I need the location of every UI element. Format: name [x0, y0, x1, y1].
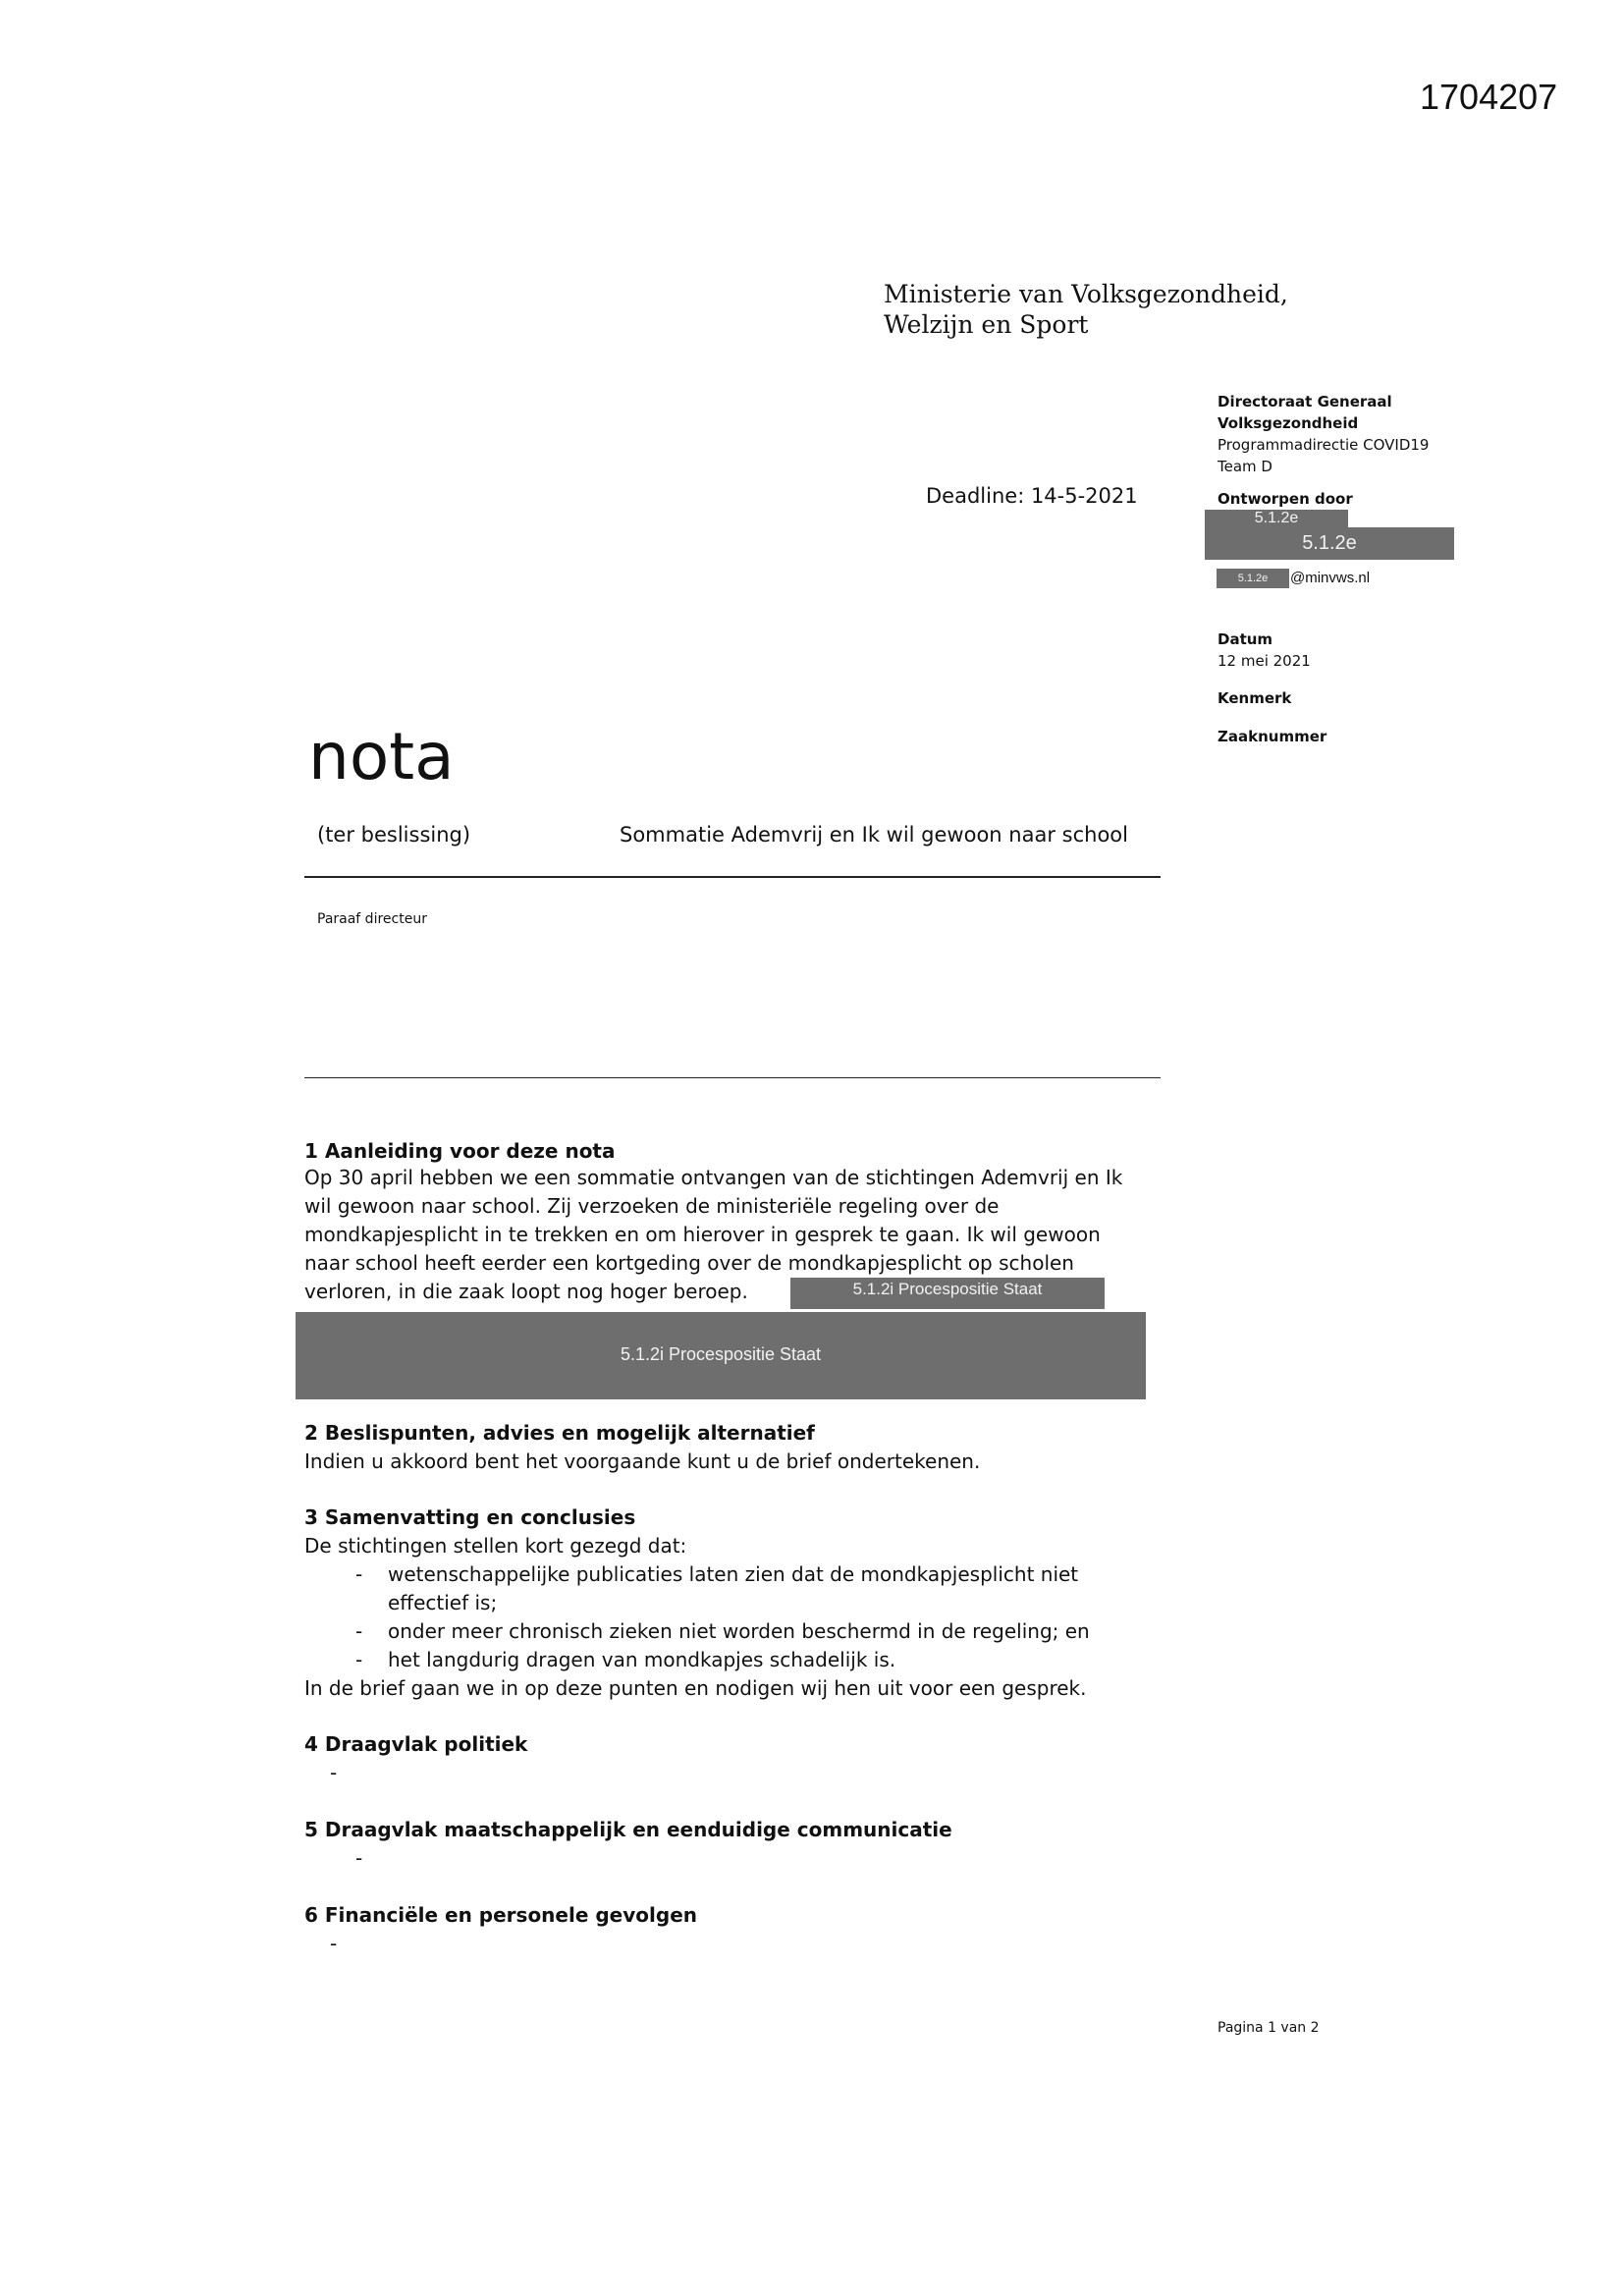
redaction-block: 5.1.2i Procespositie Staat [296, 1312, 1146, 1399]
org-line: Programmadirectie COVID19 [1218, 436, 1430, 454]
paraaf-label: Paraaf directeur [317, 911, 427, 927]
section-heading: 4 Draagvlak politiek [304, 1732, 528, 1756]
bullet-item: effectief is; [388, 1591, 498, 1614]
deadline: Deadline: 14-5-2021 [926, 484, 1138, 508]
paragraph-line: wil gewoon naar school. Zij verzoeken de ministeriële regeling over de [304, 1194, 1000, 1218]
designed-by-label: Ontworpen door [1218, 490, 1353, 508]
empty-dash: - [355, 1846, 363, 1870]
section-heading: 1 Aanleiding voor deze nota [304, 1139, 616, 1163]
reference-label: Kenmerk [1218, 689, 1292, 707]
paragraph-line: Indien u akkoord bent het voorgaande kunt u de brief ondertekenen. [304, 1449, 981, 1473]
paragraph-line: mondkapjesplicht in te trekken en om hierover in gesprek te gaan. Ik wil gewoon [304, 1223, 1101, 1246]
purpose: (ter beslissing) [317, 823, 471, 847]
bullet-dash: - [355, 1562, 363, 1586]
document-title: nota [308, 719, 455, 794]
org-line: Volksgezondheid [1218, 414, 1359, 432]
page-number: Pagina 1 van 2 [1218, 2020, 1320, 2036]
bullet-dash: - [355, 1619, 363, 1643]
logo-line-1: Ministerie van Volksgezondheid, [884, 280, 1288, 308]
empty-dash: - [330, 1932, 338, 1955]
divider [304, 876, 1161, 878]
paragraph-line: In de brief gaan we in op deze punten en nodigen wij hen uit voor een gesprek. [304, 1676, 1087, 1700]
redaction: 5.1.2e [1205, 510, 1348, 527]
section-heading: 2 Beslispunten, advies en mogelijk alternatief [304, 1421, 815, 1445]
paragraph-line: verloren, in die zaak loopt nog hoger beroep. [304, 1280, 748, 1303]
bullet-dash: - [355, 1648, 363, 1671]
email-domain: @minvws.nl [1290, 570, 1371, 586]
org-line: Team D [1218, 458, 1272, 475]
bullet-item: onder meer chronisch zieken niet worden beschermd in de regeling; en [388, 1619, 1090, 1643]
paragraph-line: De stichtingen stellen kort gezegd dat: [304, 1534, 687, 1558]
divider [304, 1077, 1161, 1078]
redaction: 5.1.2i Procespositie Staat [790, 1278, 1105, 1309]
org-line: Directoraat Generaal [1218, 393, 1392, 410]
empty-dash: - [330, 1761, 338, 1784]
redaction: 5.1.2e [1205, 527, 1454, 560]
logo-line-2: Welzijn en Sport [884, 310, 1089, 339]
ministry-logo [884, 279, 1288, 340]
section-heading: 5 Draagvlak maatschappelijk en eenduidige communicatie [304, 1818, 952, 1841]
date-value: 12 mei 2021 [1218, 652, 1311, 670]
date-label: Datum [1218, 630, 1273, 648]
paragraph-line: naar school heeft eerder een kortgeding over de mondkapjesplicht op scholen [304, 1251, 1074, 1275]
subject: Sommatie Ademvrij en Ik wil gewoon naar school [620, 823, 1128, 847]
bullet-item: wetenschappelijke publicaties laten zien dat de mondkapjesplicht niet [388, 1562, 1079, 1586]
redaction: 5.1.2e [1217, 569, 1289, 588]
case-number-label: Zaaknummer [1218, 728, 1327, 745]
bullet-item: het langdurig dragen van mondkapjes schadelijk is. [388, 1648, 896, 1671]
paragraph-line: Op 30 april hebben we een sommatie ontvangen van de stichtingen Ademvrij en Ik [304, 1166, 1123, 1189]
section-heading: 3 Samenvatting en conclusies [304, 1505, 636, 1529]
section-heading: 6 Financiële en personele gevolgen [304, 1903, 697, 1927]
document-id: 1704207 [1420, 77, 1558, 117]
